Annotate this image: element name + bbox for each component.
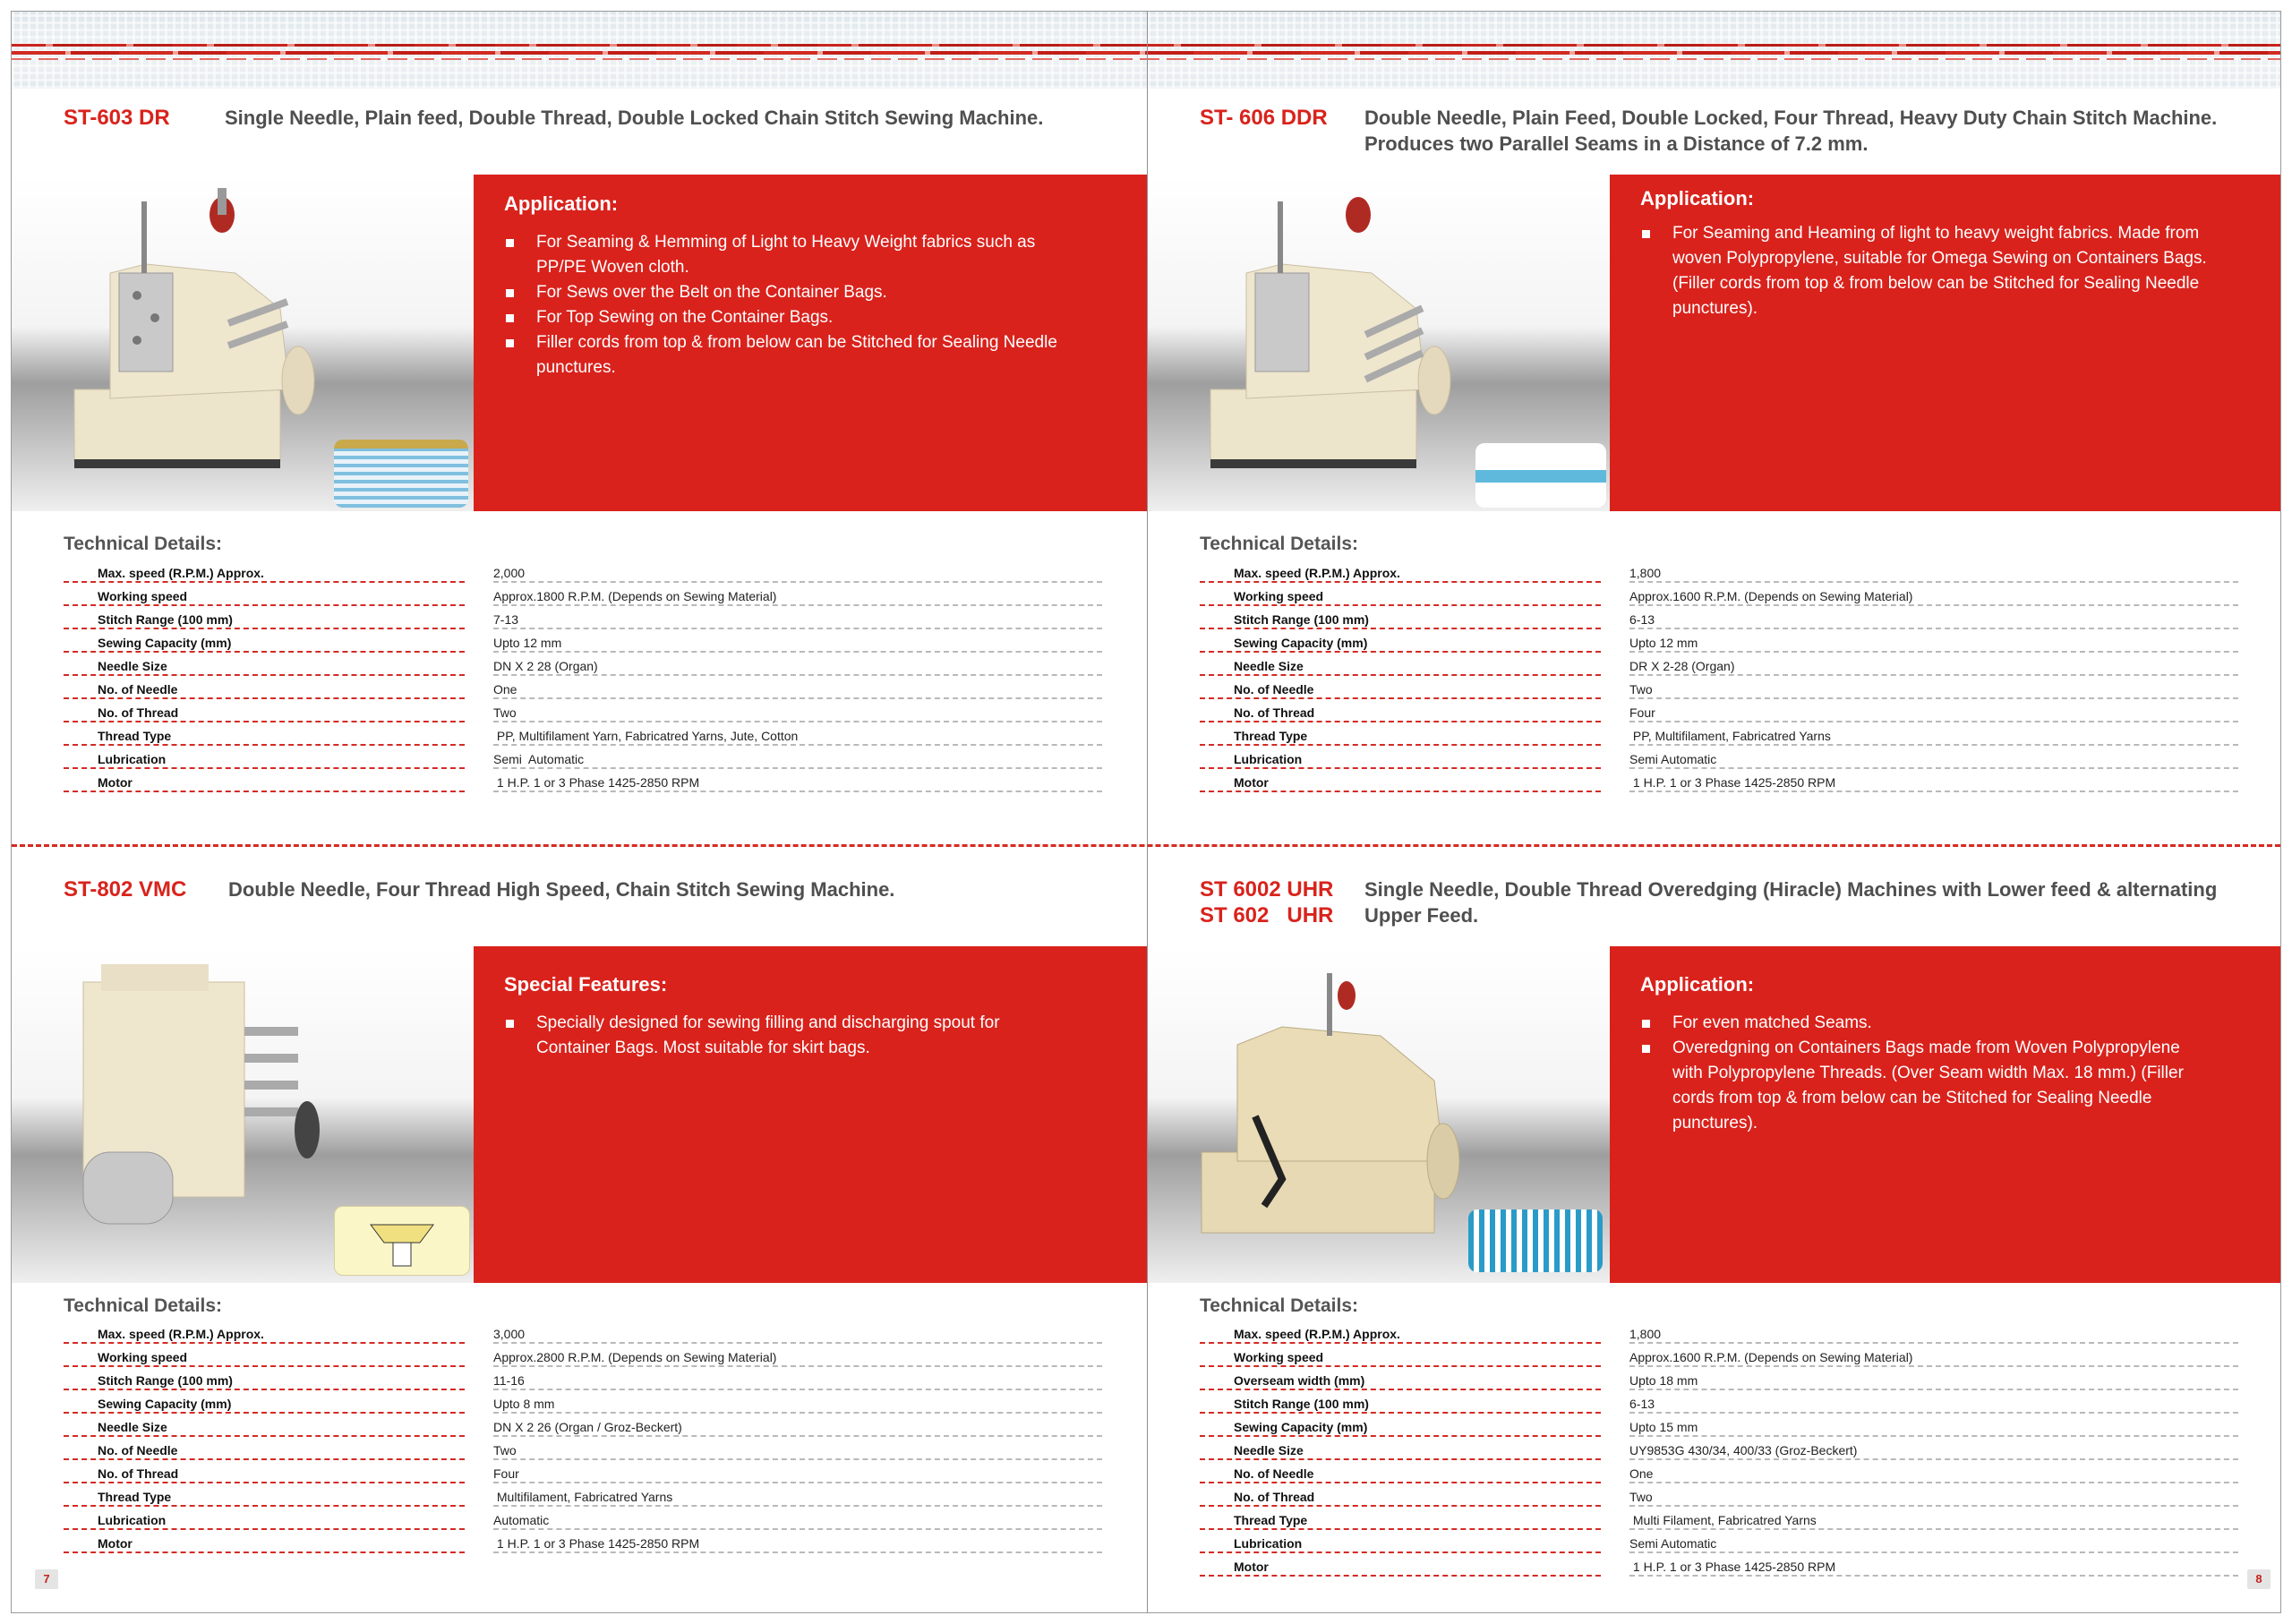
bullet-list	[504, 1011, 1077, 1061]
spec-label: Sewing Capacity (mm)	[64, 1389, 465, 1413]
spec-row	[64, 1459, 1102, 1483]
spec-label: Stitch Range (100 mm)	[1200, 1389, 1601, 1413]
spec-row	[1200, 1459, 2238, 1483]
square-bullet-icon	[506, 289, 514, 297]
machine-photo	[1148, 946, 1610, 1283]
spec-label: No. of Needle	[1200, 675, 1601, 698]
spec-row	[1200, 1343, 2238, 1366]
red-stripe	[12, 51, 2280, 55]
spec-value: Two	[493, 1436, 1102, 1459]
page-fold-divider	[1147, 12, 1148, 1612]
model-description: Single Needle, Double Thread Overedging (Hiracle) Machines with Lower feed & alternating Upper Feed.	[1364, 878, 2218, 927]
spec-value: Upto 12 mm	[493, 628, 1102, 652]
stitch-sample-image	[1468, 1209, 1603, 1272]
spec-row	[64, 560, 1102, 582]
spec-label: Needle Size	[1200, 1436, 1601, 1459]
spec-row	[64, 582, 1102, 605]
spec-row	[64, 722, 1102, 745]
machine-photo	[12, 175, 474, 511]
spec-row	[64, 1483, 1102, 1506]
spec-value: 1 H.P. 1 or 3 Phase 1425-2850 RPM	[1629, 1552, 2238, 1576]
catalog-spread	[11, 11, 2281, 1613]
spec-row	[1200, 1552, 2238, 1576]
spec-value: 1,800	[1629, 560, 2238, 582]
list-item: Overedgning on Containers Bags made from Woven Polypropylene with Polypropylene Threads. (Over Seam width Max. 18 mm.) (Filler cords from top & from below can be Stitched for Sealing Needle punctures).	[1640, 1036, 2213, 1136]
spec-row	[1200, 722, 2238, 745]
application-box	[1610, 175, 2281, 511]
spec-label: Sewing Capacity (mm)	[1200, 1413, 1601, 1436]
spec-row	[1200, 1389, 2238, 1413]
spec-value: Multifilament, Fabricatred Yarns	[493, 1483, 1102, 1506]
spec-value: 1 H.P. 1 or 3 Phase 1425-2850 RPM	[493, 1529, 1102, 1552]
square-bullet-icon	[1642, 230, 1650, 238]
spec-label: Stitch Range (100 mm)	[64, 1366, 465, 1389]
spec-label: Stitch Range (100 mm)	[64, 605, 465, 628]
stitch-sample-image	[1475, 443, 1606, 508]
spec-value: Upto 8 mm	[493, 1389, 1102, 1413]
spec-value: Multi Filament, Fabricatred Yarns	[1629, 1506, 2238, 1529]
list-item: For Sews over the Belt on the Container Bags.	[504, 280, 1077, 305]
product-panel-st-603-dr	[12, 89, 1147, 841]
spec-value: DN X 2 26 (Organ / Groz-Beckert)	[493, 1413, 1102, 1436]
spec-value: One	[493, 675, 1102, 698]
spec-label: No. of Thread	[1200, 1483, 1601, 1506]
model-code: ST-603 DR	[64, 106, 170, 130]
spec-label: Motor	[1200, 768, 1601, 791]
spec-row	[64, 605, 1102, 628]
model-description: Double Needle, Four Thread High Speed, Chain Stitch Sewing Machine.	[228, 878, 895, 901]
stitch-sample-image	[334, 440, 468, 508]
box-title: Special Features:	[504, 973, 668, 996]
spec-row	[64, 1389, 1102, 1413]
spec-label: Thread Type	[1200, 1506, 1601, 1529]
spec-value: 1,800	[1629, 1321, 2238, 1343]
square-bullet-icon	[506, 314, 514, 322]
spec-value: One	[1629, 1459, 2238, 1483]
spec-value: Two	[1629, 675, 2238, 698]
bullet-list	[1640, 1011, 2213, 1136]
square-bullet-icon	[506, 239, 514, 247]
spec-row	[64, 768, 1102, 791]
spec-row	[64, 1366, 1102, 1389]
red-stripe	[12, 58, 2280, 60]
special-features-box	[474, 946, 1147, 1283]
list-item: Specially designed for sewing filling and discharging spout for Container Bags. Most suitable for skirt bags.	[504, 1011, 1077, 1061]
spec-row	[64, 1413, 1102, 1436]
spec-value: Two	[493, 698, 1102, 722]
model-code: ST- 606 DDR	[1200, 106, 1328, 130]
bullet-list	[1640, 221, 2213, 321]
spec-label: No. of Needle	[64, 1436, 465, 1459]
spec-row	[64, 1321, 1102, 1343]
spec-value: Four	[1629, 698, 2238, 722]
spec-label: Needle Size	[64, 652, 465, 675]
spec-table	[1200, 560, 2238, 792]
box-title: Application:	[1640, 187, 1755, 209]
spec-value: 2,000	[493, 560, 1102, 582]
technical-details-title: Technical Details:	[1200, 1295, 1359, 1316]
spec-label: Lubrication	[64, 1506, 465, 1529]
spec-row	[64, 1343, 1102, 1366]
application-box	[474, 175, 1147, 511]
model-description: Double Needle, Plain Feed, Double Locked, Four Thread, Heavy Duty Chain Stitch Machine. Produces two Parallel Seams in a Distance of 7.2 mm.	[1364, 107, 2218, 155]
spec-table	[1200, 1321, 2238, 1577]
spec-value: 1 H.P. 1 or 3 Phase 1425-2850 RPM	[493, 768, 1102, 791]
square-bullet-icon	[1642, 1020, 1650, 1028]
spec-row	[1200, 1436, 2238, 1459]
spec-row	[64, 698, 1102, 722]
section-dashed-divider	[12, 844, 2280, 847]
spec-row	[1200, 1413, 2238, 1436]
product-panel-st-802-vmc	[12, 853, 1147, 1613]
bullet-list	[504, 230, 1077, 380]
spec-row	[1200, 560, 2238, 582]
spec-label: No. of Thread	[64, 698, 465, 722]
spec-row	[1200, 1529, 2238, 1552]
spec-label: Motor	[64, 768, 465, 791]
technical-details-title: Technical Details:	[1200, 534, 1359, 554]
spec-table	[64, 1321, 1102, 1553]
spec-row	[1200, 675, 2238, 698]
spec-row	[1200, 652, 2238, 675]
spec-label: Working speed	[1200, 1343, 1601, 1366]
spec-label: Sewing Capacity (mm)	[64, 628, 465, 652]
model-code: ST-802 VMC	[64, 877, 187, 902]
spec-value: Upto 18 mm	[1629, 1366, 2238, 1389]
spec-label: No. of Needle	[1200, 1459, 1601, 1483]
spec-row	[1200, 768, 2238, 791]
model-code: ST 6002 UHR ST 602 UHR	[1200, 877, 1334, 927]
spec-label: Motor	[1200, 1552, 1601, 1576]
square-bullet-icon	[1642, 1045, 1650, 1053]
box-title: Application:	[504, 192, 619, 215]
spec-row	[64, 1436, 1102, 1459]
spec-value: Upto 15 mm	[1629, 1413, 2238, 1436]
spec-value: 3,000	[493, 1321, 1102, 1343]
spec-label: Max. speed (R.P.M.) Approx.	[64, 560, 465, 582]
spec-label: Max. speed (R.P.M.) Approx.	[1200, 560, 1601, 582]
square-bullet-icon	[506, 1020, 514, 1028]
spec-label: Needle Size	[1200, 652, 1601, 675]
spec-value: Four	[493, 1459, 1102, 1483]
spec-label: Overseam width (mm)	[1200, 1366, 1601, 1389]
spec-label: Needle Size	[64, 1413, 465, 1436]
spec-value: Approx.1600 R.P.M. (Depends on Sewing Material)	[1629, 1343, 2238, 1366]
spec-label: Thread Type	[1200, 722, 1601, 745]
product-panel-st-606-ddr	[1148, 89, 2281, 841]
spec-table	[64, 560, 1102, 792]
spec-value: 6-13	[1629, 605, 2238, 628]
spout-bag-sketch-image	[334, 1206, 470, 1276]
spec-value: 11-16	[493, 1366, 1102, 1389]
spec-row	[1200, 1366, 2238, 1389]
spec-label: Stitch Range (100 mm)	[1200, 605, 1601, 628]
spec-value: DR X 2-28 (Organ)	[1629, 652, 2238, 675]
spec-value: Approx.2800 R.P.M. (Depends on Sewing Material)	[493, 1343, 1102, 1366]
spec-label: Sewing Capacity (mm)	[1200, 628, 1601, 652]
spec-value: DN X 2 28 (Organ)	[493, 652, 1102, 675]
spec-row	[64, 1506, 1102, 1529]
spec-row	[64, 628, 1102, 652]
machine-photo	[1148, 175, 1610, 511]
spec-row	[1200, 628, 2238, 652]
spec-row	[64, 1529, 1102, 1552]
spec-row	[64, 675, 1102, 698]
spec-row	[1200, 605, 2238, 628]
spec-row	[64, 652, 1102, 675]
spec-row	[1200, 1483, 2238, 1506]
spec-value: Automatic	[493, 1506, 1102, 1529]
spec-label: Thread Type	[64, 722, 465, 745]
model-description: Single Needle, Plain feed, Double Thread, Double Locked Chain Stitch Sewing Machine.	[225, 107, 1044, 129]
spec-value: 6-13	[1629, 1389, 2238, 1413]
spec-label: Motor	[64, 1529, 465, 1552]
list-item: Filler cords from top & from below can be Stitched for Sealing Needle punctures.	[504, 330, 1077, 380]
page-number: 8	[2247, 1569, 2271, 1589]
technical-details-title: Technical Details:	[64, 534, 223, 554]
list-item: For Top Sewing on the Container Bags.	[504, 305, 1077, 330]
spec-value: UY9853G 430/34, 400/33 (Groz-Beckert)	[1629, 1436, 2238, 1459]
spec-value: Upto 12 mm	[1629, 628, 2238, 652]
spec-row	[1200, 1506, 2238, 1529]
spec-label: No. of Needle	[64, 675, 465, 698]
application-box	[1610, 946, 2281, 1283]
spec-value: PP, Multifilament, Fabricatred Yarns	[1629, 722, 2238, 745]
list-item: For Seaming & Hemming of Light to Heavy Weight fabrics such as PP/PE Woven cloth.	[504, 230, 1077, 280]
spec-value: PP, Multifilament Yarn, Fabricatred Yarns, Jute, Cotton	[493, 722, 1102, 745]
spec-label: Lubrication	[64, 745, 465, 768]
technical-details-title: Technical Details:	[64, 1295, 223, 1316]
spec-value: Semi Automatic	[1629, 745, 2238, 768]
page-number: 7	[35, 1569, 58, 1589]
machine-photo	[12, 946, 474, 1283]
product-panel-st-6002-uhr	[1148, 853, 2281, 1613]
box-title: Application:	[1640, 973, 1755, 996]
spec-label: No. of Thread	[1200, 698, 1601, 722]
spec-label: No. of Thread	[64, 1459, 465, 1483]
spec-value: 1 H.P. 1 or 3 Phase 1425-2850 RPM	[1629, 768, 2238, 791]
list-item: For Seaming and Heaming of light to heavy weight fabrics. Made from woven Polypropylene, suitable for Omega Sewing on Containers Bags.(Filler cords from top & from below can be Stitched for Sealing Needle punctures).	[1640, 221, 2213, 321]
spec-label: Lubrication	[1200, 745, 1601, 768]
spec-value: Semi Automatic	[493, 745, 1102, 768]
spec-label: Thread Type	[64, 1483, 465, 1506]
spec-value: 7-13	[493, 605, 1102, 628]
spec-row	[1200, 1321, 2238, 1343]
spec-value: Semi Automatic	[1629, 1529, 2238, 1552]
spec-row	[1200, 745, 2238, 768]
woven-fabric-banner	[12, 12, 2280, 89]
spec-row	[1200, 698, 2238, 722]
spec-label: Max. speed (R.P.M.) Approx.	[64, 1321, 465, 1343]
list-item: For even matched Seams.	[1640, 1011, 2213, 1036]
spec-label: Working speed	[64, 1343, 465, 1366]
spec-label: Max. speed (R.P.M.) Approx.	[1200, 1321, 1601, 1343]
spec-row	[64, 745, 1102, 768]
red-stripe	[12, 44, 2280, 47]
spec-label: Lubrication	[1200, 1529, 1601, 1552]
spec-value: Approx.1800 R.P.M. (Depends on Sewing Material)	[493, 582, 1102, 605]
spec-label: Working speed	[64, 582, 465, 605]
square-bullet-icon	[506, 339, 514, 347]
spec-label: Working speed	[1200, 582, 1601, 605]
spec-value: Two	[1629, 1483, 2238, 1506]
spec-value: Approx.1600 R.P.M. (Depends on Sewing Material)	[1629, 582, 2238, 605]
spec-row	[1200, 582, 2238, 605]
